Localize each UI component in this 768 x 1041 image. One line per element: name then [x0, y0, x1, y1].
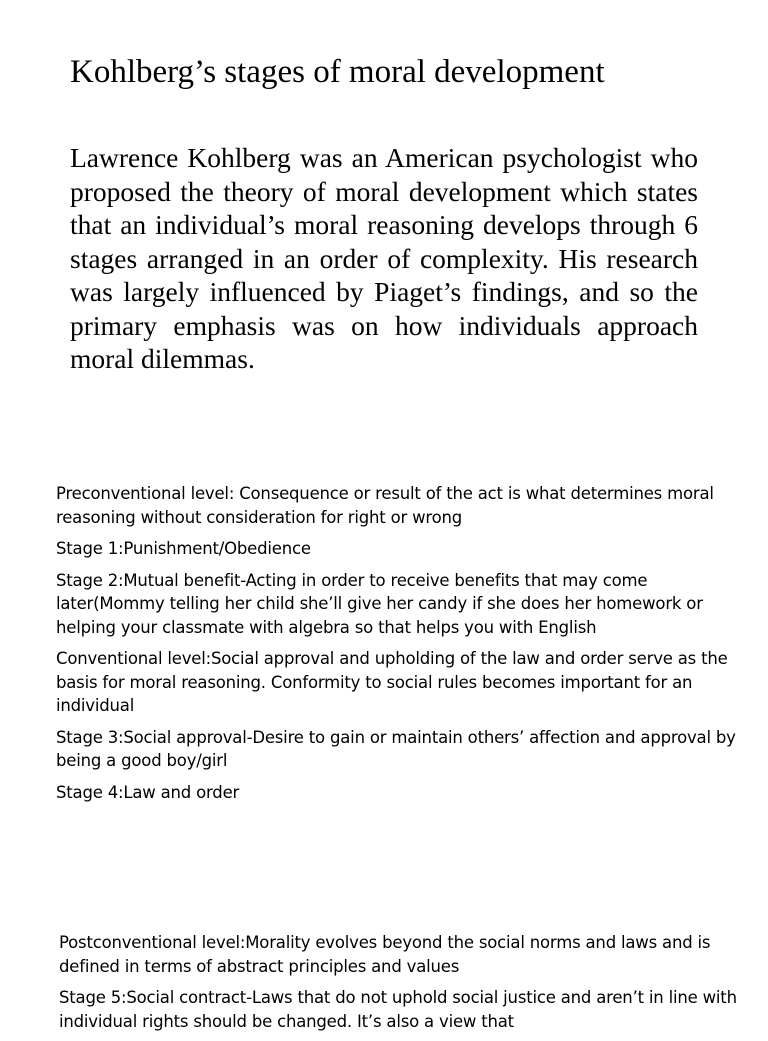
- postconventional-level-text: Postconventional level:Morality evolves beyond the social norms and laws and is defined in terms of abstract principles and values: [59, 933, 711, 976]
- stage-2-text: Stage 2:Mutual benefit-Acting in order to receive benefits that may come later(Mommy telling her child she’ll give her candy if she does her homework or helping your classmate with algebra so that helps you with English: [56, 570, 703, 637]
- stage-3-text: Stage 3:Social approval-Desire to gain or maintain others’ affection and approval by being a good boy/girl: [56, 727, 736, 770]
- conventional-level-text: Conventional level:Social approval and upholding of the law and order serve as the basis for moral reasoning. Conformity to social rules becomes important for an individual: [56, 649, 728, 715]
- preconventional-level-text: Preconventional level: Consequence or result of the act is what determines moral reasoning without consideration for right or wrong: [56, 484, 714, 527]
- stage-4-text: Stage 4:Law and order: [56, 782, 240, 802]
- intro-paragraph: Lawrence Kohlberg was an American psychologist who proposed the theory of moral development which states that an individual’s moral reasoning develops through 6 stages arranged in an order of complexity. His research was largely influenced by Piaget’s findings, and so the primary emphasis was on how individuals approach moral dilemmas.: [70, 142, 698, 374]
- slide-levels-stages: [56, 482, 736, 812]
- page-title: Kohlberg’s stages of moral development: [70, 54, 605, 90]
- slide-intro: [0, 0, 768, 440]
- stage-5-text: Stage 5:Social contract-Laws that do not uphold social justice and aren’t in line with individual rights should be changed. It’s also a view that: [59, 988, 737, 1031]
- stage-1-text: Stage 1:Punishment/Obedience: [56, 539, 311, 558]
- slide-postconventional: [59, 931, 739, 1041]
